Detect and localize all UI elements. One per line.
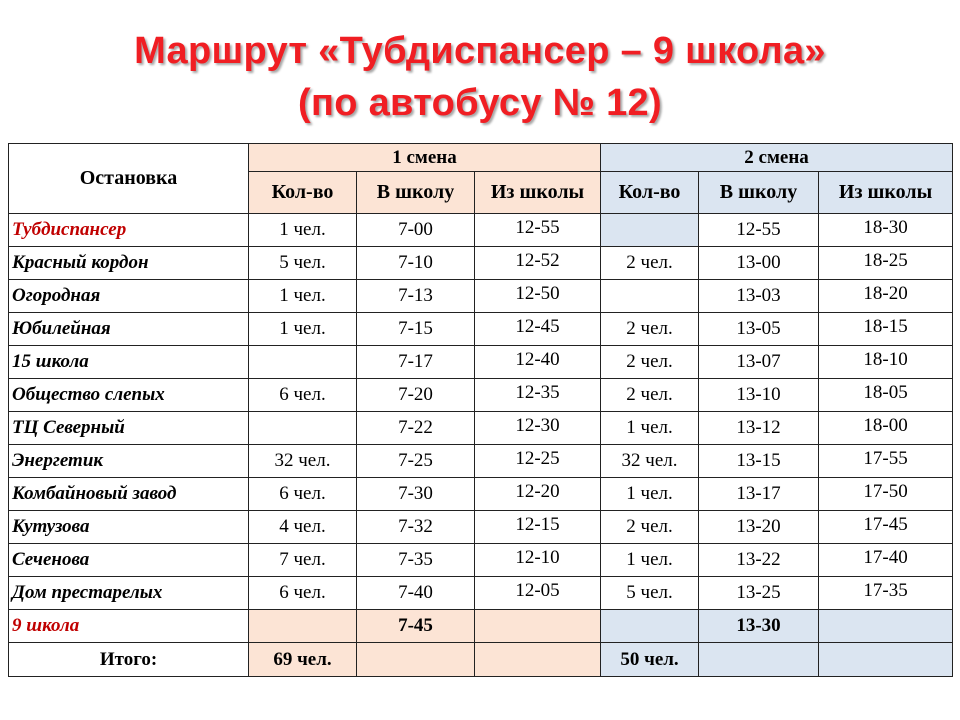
- stop-name: ТЦ Северный: [9, 412, 249, 445]
- route-table: [8, 143, 953, 677]
- stop-name: 9 школа: [9, 610, 249, 643]
- shift1-to-school: 7-15: [357, 313, 475, 346]
- shift2-from-school: [819, 610, 953, 643]
- shift1-count: 5 чел.: [249, 247, 357, 280]
- shift1-from-school-header: Из школы: [475, 172, 601, 214]
- stop-name: Дом престарелых: [9, 577, 249, 610]
- shift1-to-school: 7-25: [357, 445, 475, 478]
- shift2-to-school: 13-00: [699, 247, 819, 280]
- table-row: [9, 610, 953, 643]
- table-row: [9, 214, 953, 247]
- shift2-from-school: 18-25: [819, 247, 953, 280]
- shift1-from-school: 12-05: [475, 577, 601, 610]
- shift1-to-school-header: В школу: [357, 172, 475, 214]
- shift1-count: 6 чел.: [249, 379, 357, 412]
- shift2-to-school-header: В школу: [699, 172, 819, 214]
- stop-name: 15 школа: [9, 346, 249, 379]
- table-row: [9, 379, 953, 412]
- shift1-to-school: 7-32: [357, 511, 475, 544]
- shift2-count: 2 чел.: [601, 379, 699, 412]
- shift1-count: [249, 610, 357, 643]
- stop-name: Комбайновый завод: [9, 478, 249, 511]
- stop-name: Сеченова: [9, 544, 249, 577]
- shift1-from-school: 12-55: [475, 214, 601, 247]
- shift1-count: 1 чел.: [249, 280, 357, 313]
- table-row: [9, 511, 953, 544]
- total-row: [9, 643, 953, 677]
- shift1-from-school: 12-40: [475, 346, 601, 379]
- shift2-from-school: 18-00: [819, 412, 953, 445]
- stop-column-header: Остановка: [9, 144, 249, 214]
- shift2-to-school: 13-03: [699, 280, 819, 313]
- shift1-from-school: 12-50: [475, 280, 601, 313]
- shift2-to-school: 12-55: [699, 214, 819, 247]
- shift2-to-school: 13-25: [699, 577, 819, 610]
- shift1-count: 32 чел.: [249, 445, 357, 478]
- shift1-to-school: 7-00: [357, 214, 475, 247]
- shift2-to-school: [699, 643, 819, 677]
- table-row: [9, 577, 953, 610]
- shift2-to-school: 13-12: [699, 412, 819, 445]
- shift2-from-school: 17-40: [819, 544, 953, 577]
- shift2-count: [601, 214, 699, 247]
- shift2-to-school: 13-05: [699, 313, 819, 346]
- table-row: [9, 544, 953, 577]
- shift1-to-school: 7-10: [357, 247, 475, 280]
- shift2-count: [601, 280, 699, 313]
- shift1-to-school: 7-22: [357, 412, 475, 445]
- stop-name: Общество слепых: [9, 379, 249, 412]
- shift1-count: [249, 346, 357, 379]
- shift1-from-school: 12-35: [475, 379, 601, 412]
- shift2-count: 2 чел.: [601, 247, 699, 280]
- stop-name: Огородная: [9, 280, 249, 313]
- shift2-count: 1 чел.: [601, 478, 699, 511]
- shift1-count: 1 чел.: [249, 313, 357, 346]
- stop-name: Энергетик: [9, 445, 249, 478]
- stop-name: Юбилейная: [9, 313, 249, 346]
- shift1-from-school: [475, 610, 601, 643]
- shift2-count: 2 чел.: [601, 346, 699, 379]
- shift1-header: 1 смена: [249, 144, 601, 172]
- shift2-count: 2 чел.: [601, 313, 699, 346]
- shift2-to-school: 13-07: [699, 346, 819, 379]
- table-row: [9, 346, 953, 379]
- table-row: [9, 445, 953, 478]
- shift1-count: 1 чел.: [249, 214, 357, 247]
- shift1-count: 7 чел.: [249, 544, 357, 577]
- shift1-from-school: 12-15: [475, 511, 601, 544]
- stop-name: Тубдиспансер: [9, 214, 249, 247]
- table-row: [9, 313, 953, 346]
- shift2-to-school: 13-15: [699, 445, 819, 478]
- shift2-from-school: 17-50: [819, 478, 953, 511]
- shift2-to-school: 13-22: [699, 544, 819, 577]
- shift2-from-school: 18-15: [819, 313, 953, 346]
- header-row-shifts: [9, 144, 953, 172]
- shift1-to-school: 7-45: [357, 610, 475, 643]
- shift2-to-school: 13-20: [699, 511, 819, 544]
- shift2-from-school: 18-05: [819, 379, 953, 412]
- shift1-from-school: [475, 643, 601, 677]
- shift2-from-school-header: Из школы: [819, 172, 953, 214]
- shift1-to-school: [357, 643, 475, 677]
- shift1-count: 6 чел.: [249, 478, 357, 511]
- shift1-total-count: 69 чел.: [249, 643, 357, 677]
- shift1-to-school: 7-40: [357, 577, 475, 610]
- table-row: [9, 478, 953, 511]
- table-row: [9, 247, 953, 280]
- shift2-to-school: 13-30: [699, 610, 819, 643]
- shift1-from-school: 12-45: [475, 313, 601, 346]
- page-subtitle: (по автобусу № 12): [298, 82, 662, 124]
- shift1-count: 4 чел.: [249, 511, 357, 544]
- shift2-count: 5 чел.: [601, 577, 699, 610]
- shift2-count: [601, 610, 699, 643]
- shift2-total-count: 50 чел.: [601, 643, 699, 677]
- shift2-from-school: 17-35: [819, 577, 953, 610]
- shift2-count: 1 чел.: [601, 544, 699, 577]
- shift1-to-school: 7-13: [357, 280, 475, 313]
- shift1-from-school: 12-20: [475, 478, 601, 511]
- shift1-from-school: 12-10: [475, 544, 601, 577]
- shift1-count: 6 чел.: [249, 577, 357, 610]
- shift1-to-school: 7-20: [357, 379, 475, 412]
- shift2-from-school: [819, 643, 953, 677]
- shift1-count-header: Кол-во: [249, 172, 357, 214]
- total-label: Итого:: [9, 643, 249, 677]
- shift2-count-header: Кол-во: [601, 172, 699, 214]
- shift1-from-school: 12-30: [475, 412, 601, 445]
- shift1-count: [249, 412, 357, 445]
- shift2-from-school: 18-10: [819, 346, 953, 379]
- shift2-from-school: 17-55: [819, 445, 953, 478]
- shift2-header: 2 смена: [601, 144, 953, 172]
- shift2-to-school: 13-10: [699, 379, 819, 412]
- page-title: Маршрут «Тубдиспансер – 9 школа»: [134, 30, 826, 72]
- shift2-to-school: 13-17: [699, 478, 819, 511]
- shift1-from-school: 12-52: [475, 247, 601, 280]
- shift2-from-school: 17-45: [819, 511, 953, 544]
- table-row: [9, 280, 953, 313]
- table-row: [9, 412, 953, 445]
- shift2-from-school: 18-30: [819, 214, 953, 247]
- shift1-from-school: 12-25: [475, 445, 601, 478]
- shift2-count: 32 чел.: [601, 445, 699, 478]
- shift1-to-school: 7-17: [357, 346, 475, 379]
- shift2-from-school: 18-20: [819, 280, 953, 313]
- shift1-to-school: 7-35: [357, 544, 475, 577]
- shift2-count: 1 чел.: [601, 412, 699, 445]
- shift1-to-school: 7-30: [357, 478, 475, 511]
- stop-name: Кутузова: [9, 511, 249, 544]
- shift2-count: 2 чел.: [601, 511, 699, 544]
- stop-name: Красный кордон: [9, 247, 249, 280]
